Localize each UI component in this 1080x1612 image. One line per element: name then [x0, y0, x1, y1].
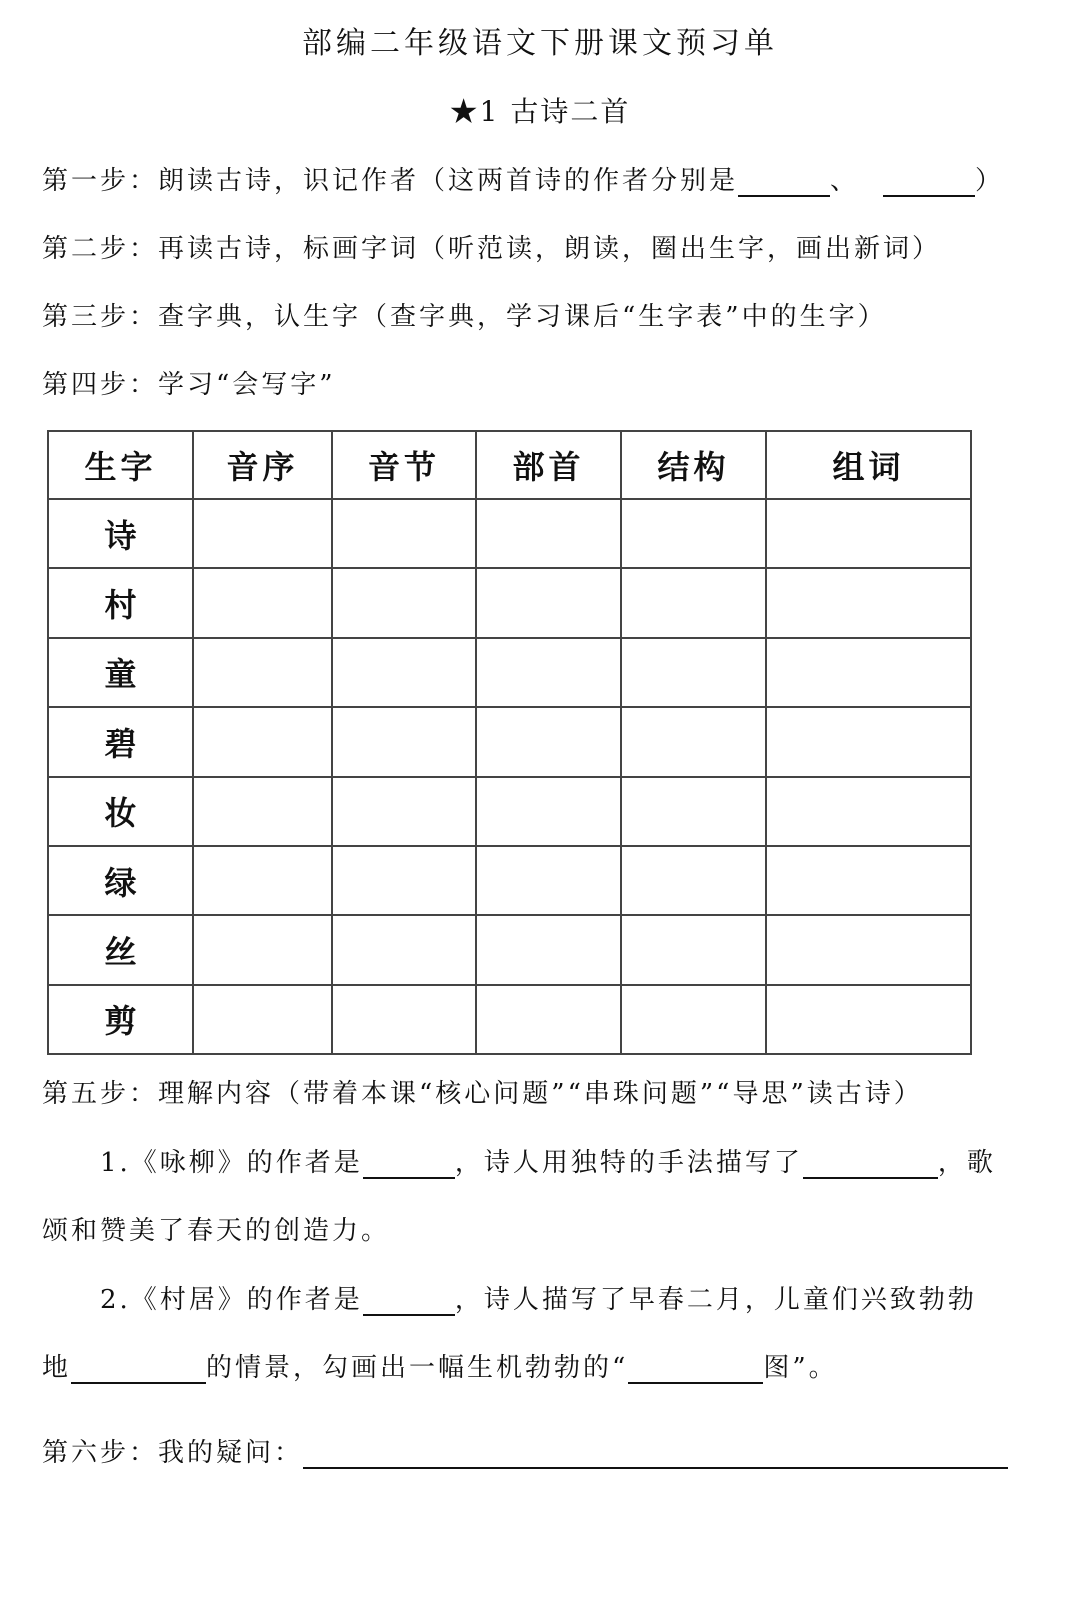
character-cell: 碧 [48, 707, 193, 776]
structure-cell[interactable] [621, 707, 766, 776]
q2-line2-end: 图”。 [763, 1353, 838, 1383]
words-cell[interactable] [766, 638, 971, 707]
header-words: 组词 [766, 431, 971, 499]
author-blank-2[interactable] [883, 169, 975, 197]
step-6 [42, 1432, 1008, 1469]
step-2: 第二步：再读古诗，标画字词（听范读，朗读，圈出生字，画出新词） [42, 234, 942, 264]
pinyin-cell[interactable] [332, 985, 476, 1054]
q2-middle: ，诗人描写了早春二月，儿童们兴致勃勃 [454, 1285, 977, 1315]
page-title: 部编二年级语文下册课文预习单 [302, 26, 778, 61]
radical-cell[interactable] [476, 777, 621, 846]
table-row [48, 707, 971, 776]
step-5-heading: 第五步：理解内容（带着本课“核心问题”“串珠问题”“导思”读古诗） [42, 1079, 923, 1109]
q2-picture-blank[interactable] [628, 1356, 763, 1384]
question-1-line-1 [100, 1142, 996, 1179]
q1-author-blank[interactable] [363, 1151, 455, 1179]
radical-cell[interactable] [476, 568, 621, 637]
step-1 [42, 160, 1004, 197]
pinyin-cell[interactable] [332, 707, 476, 776]
lesson-title: ★1 古诗二首 [449, 95, 631, 128]
radical-cell[interactable] [476, 846, 621, 915]
pinyin-cell[interactable] [332, 846, 476, 915]
step-1-text: 第一步：朗读古诗，识记作者（这两首诗的作者分别是 [42, 166, 739, 196]
initial-cell[interactable] [193, 499, 332, 568]
character-cell: 丝 [48, 915, 193, 984]
question-1-line-2: 颂和赞美了春天的创造力。 [42, 1216, 391, 1246]
character-cell: 诗 [48, 499, 193, 568]
table-row [48, 638, 971, 707]
pinyin-cell[interactable] [332, 568, 476, 637]
pinyin-cell[interactable] [332, 915, 476, 984]
step-1-end: ） [975, 166, 1005, 196]
character-cell: 剪 [48, 985, 193, 1054]
q1-suffix: ，歌 [937, 1148, 996, 1178]
character-table [47, 430, 972, 1055]
initial-cell[interactable] [193, 915, 332, 984]
character-cell: 妆 [48, 777, 193, 846]
structure-cell[interactable] [621, 499, 766, 568]
character-cell: 村 [48, 568, 193, 637]
table-row [48, 846, 971, 915]
pinyin-cell[interactable] [332, 638, 476, 707]
header-structure: 结构 [621, 431, 766, 499]
pinyin-cell[interactable] [332, 499, 476, 568]
radical-cell[interactable] [476, 499, 621, 568]
q2-activity-blank[interactable] [71, 1356, 206, 1384]
question-2-line-1 [100, 1279, 977, 1316]
header-character: 生字 [48, 431, 193, 499]
table-row [48, 568, 971, 637]
table-row [48, 499, 971, 568]
structure-cell[interactable] [621, 846, 766, 915]
q2-author-blank[interactable] [363, 1288, 455, 1316]
q2-line2-middle: 的情景，勾画出一幅生机勃勃的“ [206, 1353, 629, 1383]
header-pinyin: 音节 [332, 431, 476, 499]
header-initial: 音序 [193, 431, 332, 499]
step-4: 第四步：学习“会写字” [42, 370, 336, 400]
q1-middle: ，诗人用独特的手法描写了 [454, 1148, 803, 1178]
initial-cell[interactable] [193, 846, 332, 915]
structure-cell[interactable] [621, 985, 766, 1054]
initial-cell[interactable] [193, 707, 332, 776]
words-cell[interactable] [766, 568, 971, 637]
structure-cell[interactable] [621, 777, 766, 846]
author-blank-1[interactable] [738, 169, 830, 197]
table-row [48, 777, 971, 846]
words-cell[interactable] [766, 846, 971, 915]
table-header-row [48, 431, 971, 499]
radical-cell[interactable] [476, 707, 621, 776]
q1-object-blank[interactable] [803, 1151, 938, 1179]
initial-cell[interactable] [193, 568, 332, 637]
initial-cell[interactable] [193, 985, 332, 1054]
radical-cell[interactable] [476, 915, 621, 984]
structure-cell[interactable] [621, 568, 766, 637]
words-cell[interactable] [766, 915, 971, 984]
words-cell[interactable] [766, 707, 971, 776]
character-cell: 童 [48, 638, 193, 707]
step-1-separator: 、 [830, 166, 860, 196]
table-row [48, 985, 971, 1054]
initial-cell[interactable] [193, 777, 332, 846]
words-cell[interactable] [766, 499, 971, 568]
character-cell: 绿 [48, 846, 193, 915]
table-row [48, 915, 971, 984]
question-2-line-2 [42, 1347, 838, 1384]
header-radical: 部首 [476, 431, 621, 499]
initial-cell[interactable] [193, 638, 332, 707]
q2-line2-start: 地 [42, 1353, 72, 1383]
q1-prefix: 1.《咏柳》的作者是 [100, 1148, 363, 1178]
structure-cell[interactable] [621, 638, 766, 707]
step-3: 第三步：查字典，认生字（查字典，学习课后“生字表”中的生字） [42, 302, 887, 332]
words-cell[interactable] [766, 985, 971, 1054]
question-blank[interactable] [303, 1441, 1008, 1469]
words-cell[interactable] [766, 777, 971, 846]
q2-prefix: 2.《村居》的作者是 [100, 1285, 363, 1315]
radical-cell[interactable] [476, 638, 621, 707]
step-6-label: 第六步：我的疑问： [42, 1438, 304, 1468]
radical-cell[interactable] [476, 985, 621, 1054]
pinyin-cell[interactable] [332, 777, 476, 846]
structure-cell[interactable] [621, 915, 766, 984]
